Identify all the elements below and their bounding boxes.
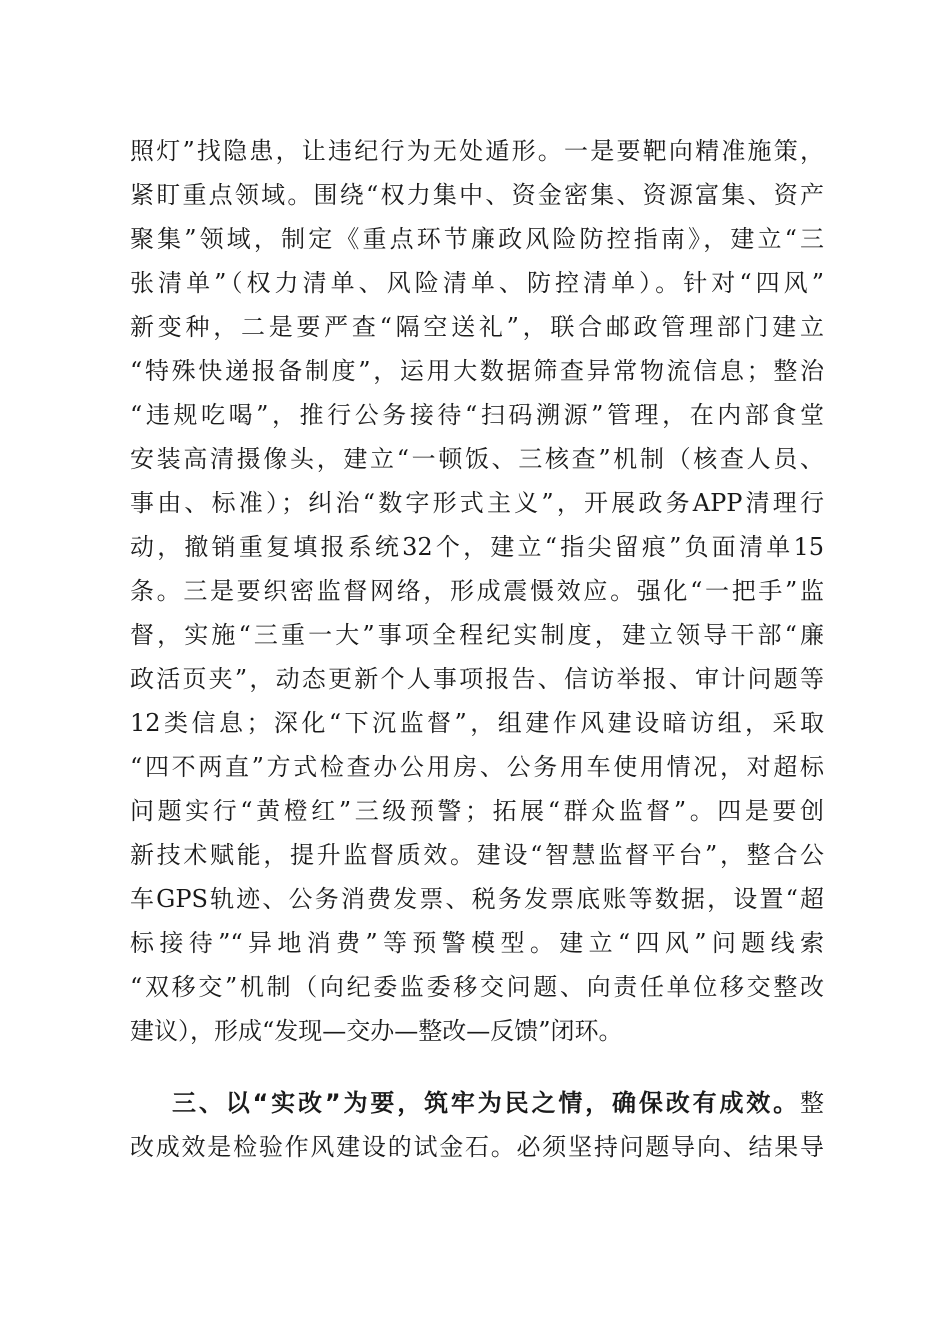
- paragraph-supervision: [130, 129, 824, 1053]
- text-line: 新变种，二是要严查“隔空送礼”，联合邮政管理部门建立: [130, 313, 824, 341]
- text-line: 安装高清摄像头，建立“一顿饭、三核查”机制（核查人员、: [130, 445, 824, 473]
- text-line: 新技术赋能，提升监督质效。建设“智慧监督平台”，整合公: [130, 841, 824, 869]
- text-line: “违规吃喝”，推行公务接待“扫码溯源”管理，在内部食堂: [130, 401, 824, 429]
- text-line: 事由、标准）；纠治“数字形式主义”，开展政务APP清理行: [130, 489, 824, 517]
- text-line: 紧盯重点领域。围绕“权力集中、资金密集、资源富集、资产: [130, 181, 824, 209]
- text-line: 问题实行“黄橙红”三级预警；拓展“群众监督”。四是要创: [130, 797, 824, 825]
- text-line: 动，撤销重复填报系统32个，建立“指尖留痕”负面清单15: [130, 533, 824, 561]
- heading-tail-text: 整: [800, 1089, 824, 1117]
- paragraph-section-three: [130, 1081, 824, 1169]
- text-line: 政活页夹”，动态更新个人事项报告、信访举报、审计问题等: [130, 665, 824, 693]
- text-line: 照灯”找隐患，让违纪行为无处遁形。一是要靶向精准施策，: [130, 137, 824, 165]
- text-line: 督，实施“三重一大”事项全程纪实制度，建立领导干部“廉: [130, 621, 824, 649]
- text-line: “特殊快递报备制度”，运用大数据筛查异常物流信息；整治: [130, 357, 824, 385]
- text-line: 12类信息；深化“下沉监督”，组建作风建设暗访组，采取: [130, 709, 824, 737]
- text-line: “双移交”机制（向纪委监委移交问题、向责任单位移交整改: [130, 973, 824, 1001]
- text-line: 改成效是检验作风建设的试金石。必须坚持问题导向、结果导: [130, 1133, 824, 1161]
- text-line: 标接待”“异地消费”等预警模型。建立“四风”问题线索: [130, 929, 824, 957]
- section-heading: 三、以“实改”为要，筑牢为民之情，确保改有成效。: [172, 1089, 800, 1117]
- text-line: 车GPS轨迹、公务消费发票、税务发票底账等数据，设置“超: [130, 885, 824, 913]
- text-line: 聚集”领域，制定《重点环节廉政风险防控指南》，建立“三: [130, 225, 824, 253]
- text-line: 张清单”（权力清单、风险清单、防控清单）。针对“四风”: [130, 269, 824, 297]
- text-line: 建议），形成“发现—交办—整改—反馈”闭环。: [130, 1017, 623, 1045]
- text-line: “四不两直”方式检查办公用房、公务用车使用情况，对超标: [130, 753, 824, 781]
- text-line: 条。三是要织密监督网络，形成震慑效应。强化“一把手”监: [130, 577, 824, 605]
- section-heading-line: [130, 1081, 824, 1125]
